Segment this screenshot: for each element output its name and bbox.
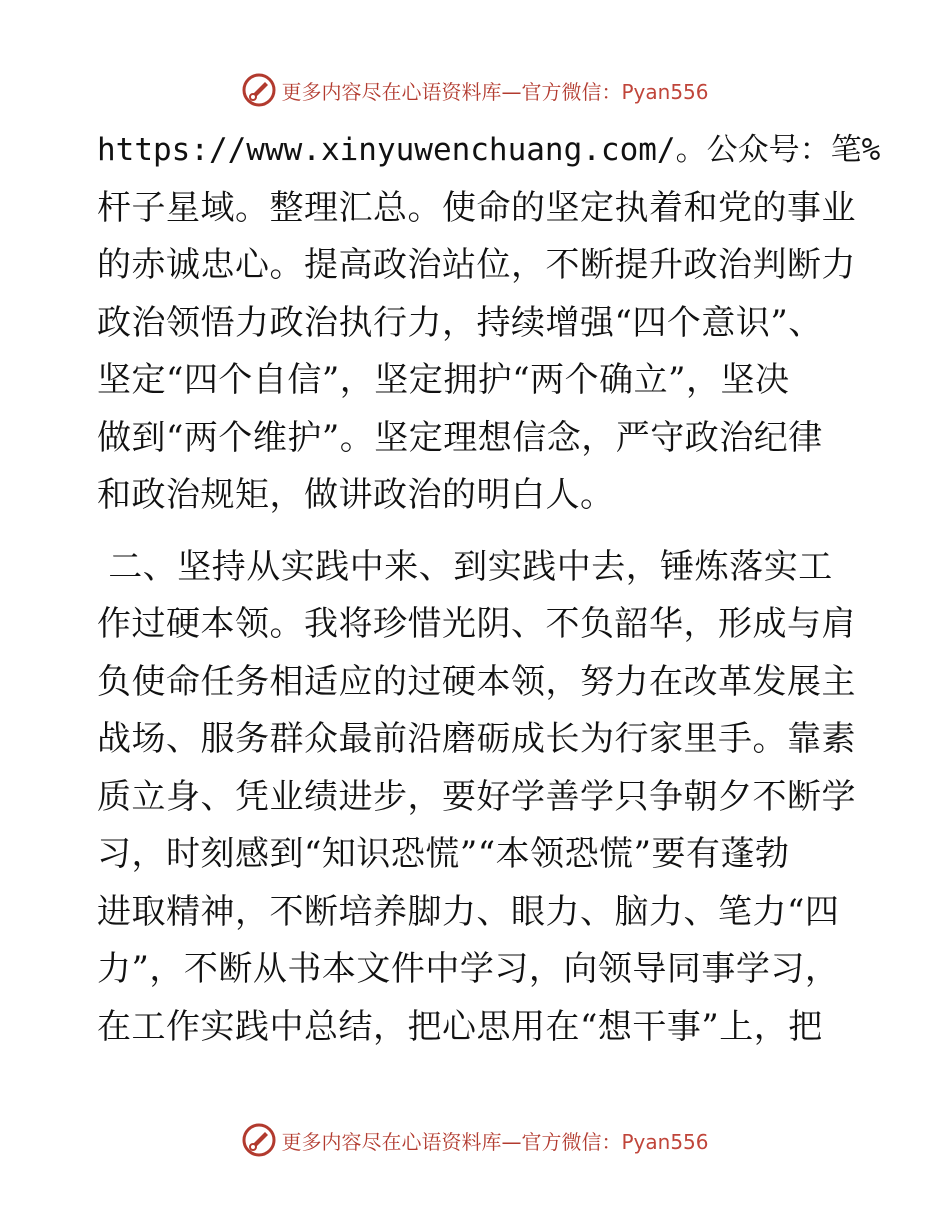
header-watermark (0, 70, 950, 110)
text-line: 力”，不断从书本文件中学习，向领导同事学习， (97, 949, 840, 989)
paragraph-2 (97, 539, 857, 1057)
text-line: 做到“两个维护”。坚定理想信念，严守政治纪律 (97, 417, 823, 458)
footer-text: 更多内容尽在心语资料库—官方微信： (281, 1129, 622, 1154)
header-wechat-id: Pyan556 (621, 79, 709, 104)
text-line: 进取精神，不断培养脚力、眼力、脑力、笔力“四 (97, 891, 840, 932)
text-line: 习，时刻感到“知识恐慌”“本领恐慌”要有蓬勃 (97, 834, 790, 874)
footer-watermark (0, 1120, 950, 1160)
text-line: 政治领悟力政治执行力，持续增强“四个意识”、 (97, 302, 823, 343)
text-line: 负使命任务相适应的过硬本领，努力在改革发展主 (97, 661, 856, 702)
footer-wechat-id: Pyan556 (621, 1129, 709, 1154)
text-line: 和政治规矩，做讲政治的明白人。 (97, 475, 615, 515)
text-line: 作过硬本领。我将珍惜光阴、不负韶华，形成与肩 (97, 604, 856, 644)
text-line: 战场、服务群众最前沿磨砺成长为行家里手。靠素 (97, 719, 856, 759)
text-line: 杆子星域。整理汇总。使命的坚定执着和党的事业 (97, 187, 856, 228)
text-line: 质立身、凭业绩进步，要好学善学只争朝夕不断学 (97, 776, 856, 817)
header-watermark-text (281, 76, 708, 105)
brand-logo-icon (241, 72, 277, 108)
paragraph-gap (97, 525, 857, 539)
text-line: 坚定“四个自信”，坚定拥护“两个确立”，坚决 (97, 360, 790, 400)
paragraph-1 (97, 122, 881, 525)
text-line: 的赤诚忠心。提高政治站位，不断提升政治判断力 (97, 245, 856, 285)
document-body (97, 122, 881, 1056)
brand-logo-icon (241, 1122, 277, 1158)
header-text: 更多内容尽在心语资料库—官方微信： (281, 79, 622, 104)
text-line: https://www.xinyuwenchuang.com/。公众号：笔% (97, 132, 881, 168)
footer-watermark-text (281, 1126, 708, 1155)
text-line: 二、坚持从实践中来、到实践中去，锤炼落实工 (97, 546, 833, 587)
text-line: 在工作实践中总结，把心思用在“想干事”上，把 (97, 1006, 823, 1047)
